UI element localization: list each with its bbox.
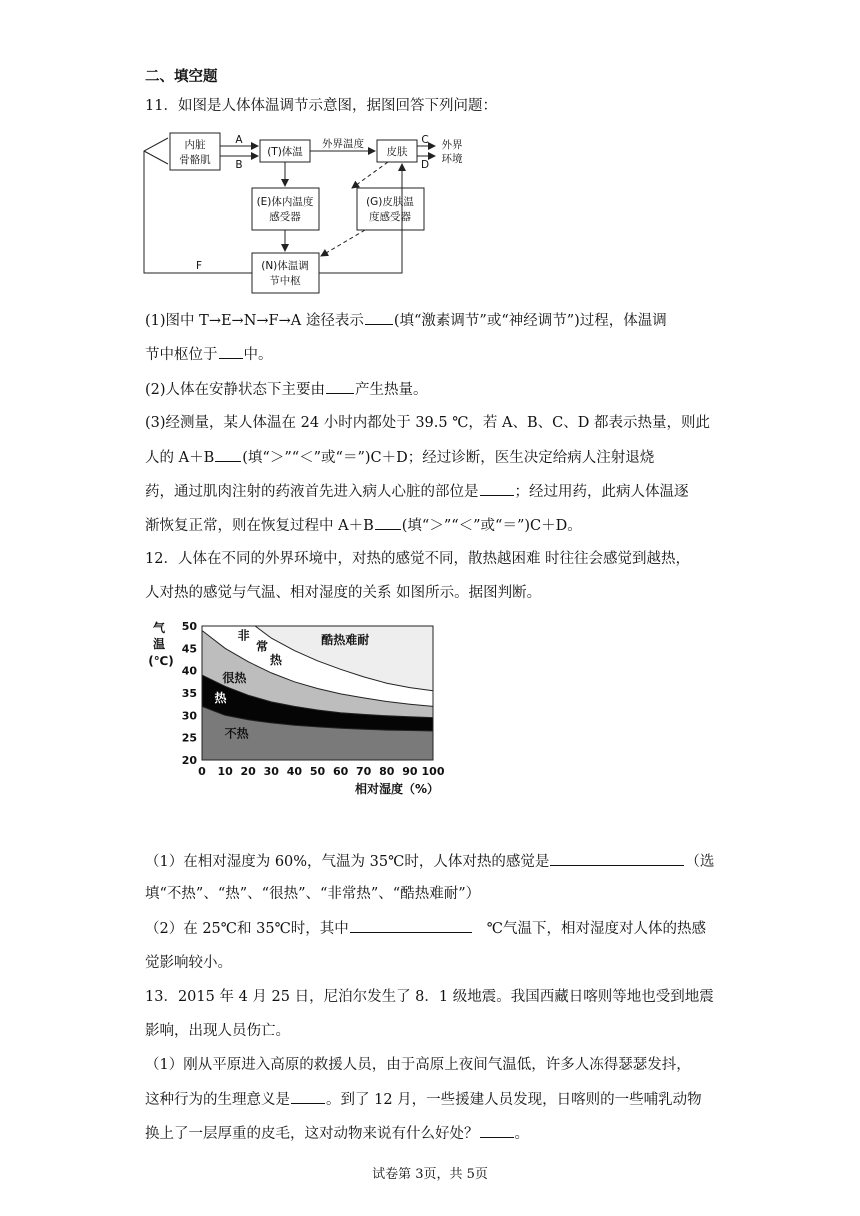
y-tick-label: 45	[181, 642, 197, 656]
q12-stem-line2: 人对热的感觉与气温、相对湿度的关系 如图所示。据图判断。	[145, 585, 542, 601]
answer-blank[interactable]	[365, 310, 393, 325]
zone-label: 常	[256, 639, 269, 654]
y-tick-label: 35	[181, 687, 197, 700]
y-axis-label: 温	[152, 637, 166, 651]
answer-blank[interactable]	[480, 481, 514, 496]
n-box-line2: 节中枢	[269, 275, 301, 287]
x-tick-label: 10	[217, 765, 233, 778]
q13-p1-line3: 换上了一层厚重的皮毛，这对动物来说有什么好处？ 。	[145, 1123, 529, 1144]
label-a: A	[235, 134, 243, 146]
q11-p1-line1: (1)图中 T→E→N→F→A 途径表示 (填“激素调节”或“神经调节”)过程，体温调	[145, 310, 667, 331]
answer-blank[interactable]	[291, 1089, 325, 1104]
zone-label: 很热	[222, 670, 247, 685]
zone-label: 不热	[224, 726, 249, 741]
outside-env-line2: 环境	[441, 153, 463, 165]
q13-p1-line1: （1）刚从平原进入高原的救援人员，由于高原上夜间气温低，许多人冻得瑟瑟发抖，	[145, 1057, 691, 1073]
q12-p2-line2: 觉影响较小。	[145, 955, 232, 971]
t-box-label: (T)体温	[267, 146, 303, 158]
skin-box-label: 皮肤	[386, 146, 408, 158]
answer-blank[interactable]	[350, 918, 472, 933]
label-b: B	[235, 159, 243, 171]
outside-env-line1: 外界	[441, 139, 463, 151]
y-tick-label: 50	[181, 620, 197, 633]
label-f: F	[195, 260, 203, 272]
x-tick-label: 80	[379, 765, 395, 778]
g-box-line1: (G)皮肤温	[366, 196, 414, 208]
zone-label: 非	[237, 628, 250, 643]
q11-stem: 11．如图是人体体温调节示意图，据图回答下列问题：	[145, 98, 497, 114]
q12-p1-line1: （1）在相对湿度为 60%，气温为 35℃时，人体对热的感觉是 （选	[145, 851, 714, 872]
answer-blank[interactable]	[375, 515, 401, 530]
answer-blank[interactable]	[219, 344, 243, 359]
q11-p3-line3: 药，通过肌肉注射的药液首先进入病人心脏的部位是 ；经过用药，此病人体温逐	[145, 481, 689, 502]
x-tick-label: 70	[356, 765, 372, 778]
answer-blank[interactable]	[215, 447, 241, 462]
q13-stem-line1: 13．2015 年 4 月 25 日，尼泊尔发生了 8．1 级地震。我国西藏日喀则等地也受到地震	[145, 989, 714, 1005]
outer-temp-label: 外界温度	[322, 138, 364, 150]
x-axis-label: 相对湿度（%）	[354, 782, 440, 796]
organ-box-line1: 内脏	[184, 139, 206, 151]
x-tick-label: 0	[198, 765, 206, 778]
y-tick-label: 20	[181, 754, 197, 767]
g-box-line2: 度感受器	[369, 211, 411, 223]
e-box-line2: 感受器	[269, 211, 301, 223]
y-axis-label: (℃)	[148, 654, 174, 668]
thermoregulation-diagram	[140, 128, 480, 298]
y-tick-label: 30	[181, 709, 197, 723]
y-axis-label: 气	[152, 621, 166, 635]
n-box-line1: (N)体温调	[261, 260, 309, 272]
zone-label: 热	[214, 690, 227, 705]
x-tick-label: 90	[402, 765, 418, 778]
heat-sensation-chart	[145, 615, 455, 805]
answer-blank[interactable]	[480, 1123, 514, 1138]
label-c: C	[421, 134, 429, 146]
q11-p2: (2)人体在安静状态下主要由 产生热量。	[145, 379, 428, 400]
q12-p1-line2: 填“不热”、“热”、“很热”、“非常热”、“酷热难耐”）	[145, 886, 481, 902]
y-tick-label: 40	[181, 664, 197, 678]
q11-p3-line1: (3)经测量，某人体温在 24 小时内都处于 39.5 ℃，若 A、B、C、D 都表示热量，则此	[145, 415, 710, 431]
q13-stem-line2: 影响，出现人员伤亡。	[145, 1023, 290, 1039]
x-tick-label: 60	[332, 765, 349, 778]
e-box-line1: (E)体内温度	[256, 196, 314, 208]
q11-p3-line2: 人的 A＋B (填“＞”“＜”或“＝”)C＋D；经过诊断，医生决定给病人注射退烧	[145, 447, 654, 468]
zone-label: 酷热难耐	[321, 632, 370, 647]
section-title: 二、填空题	[145, 69, 218, 85]
answer-blank[interactable]	[326, 379, 354, 394]
organ-box-line2: 骨骼肌	[179, 154, 211, 166]
q12-stem-line1: 12．人体在不同的外界环境中，对热的感觉不同，散热越困难 时往往会感觉到越热，	[145, 551, 691, 567]
x-tick-label: 30	[263, 765, 279, 778]
q11-p3-line4: 渐恢复正常，则在恢复过程中 A＋B (填“＞”“＜”或“＝”)C＋D。	[145, 515, 582, 536]
x-tick-label: 40	[286, 765, 303, 778]
x-tick-label: 100	[421, 765, 445, 778]
q13-p1-line2: 这种行为的生理意义是 。到了 12 月，一些援建人员发现，日喀则的一些哺乳动物	[145, 1089, 702, 1110]
x-tick-label: 50	[309, 765, 326, 778]
y-tick-label: 25	[181, 731, 197, 745]
label-d: D	[420, 159, 430, 171]
q11-p1-line2: 节中枢位于 中。	[145, 344, 273, 365]
answer-blank[interactable]	[550, 851, 684, 866]
page-footer: 试卷第 3页，共 5页	[372, 1167, 488, 1182]
zone-label: 热	[269, 652, 282, 667]
x-tick-label: 20	[240, 765, 256, 778]
q12-p2-line1: （2）在 25℃和 35℃时，其中 ℃气温下，相对湿度对人体的热感	[145, 918, 706, 939]
